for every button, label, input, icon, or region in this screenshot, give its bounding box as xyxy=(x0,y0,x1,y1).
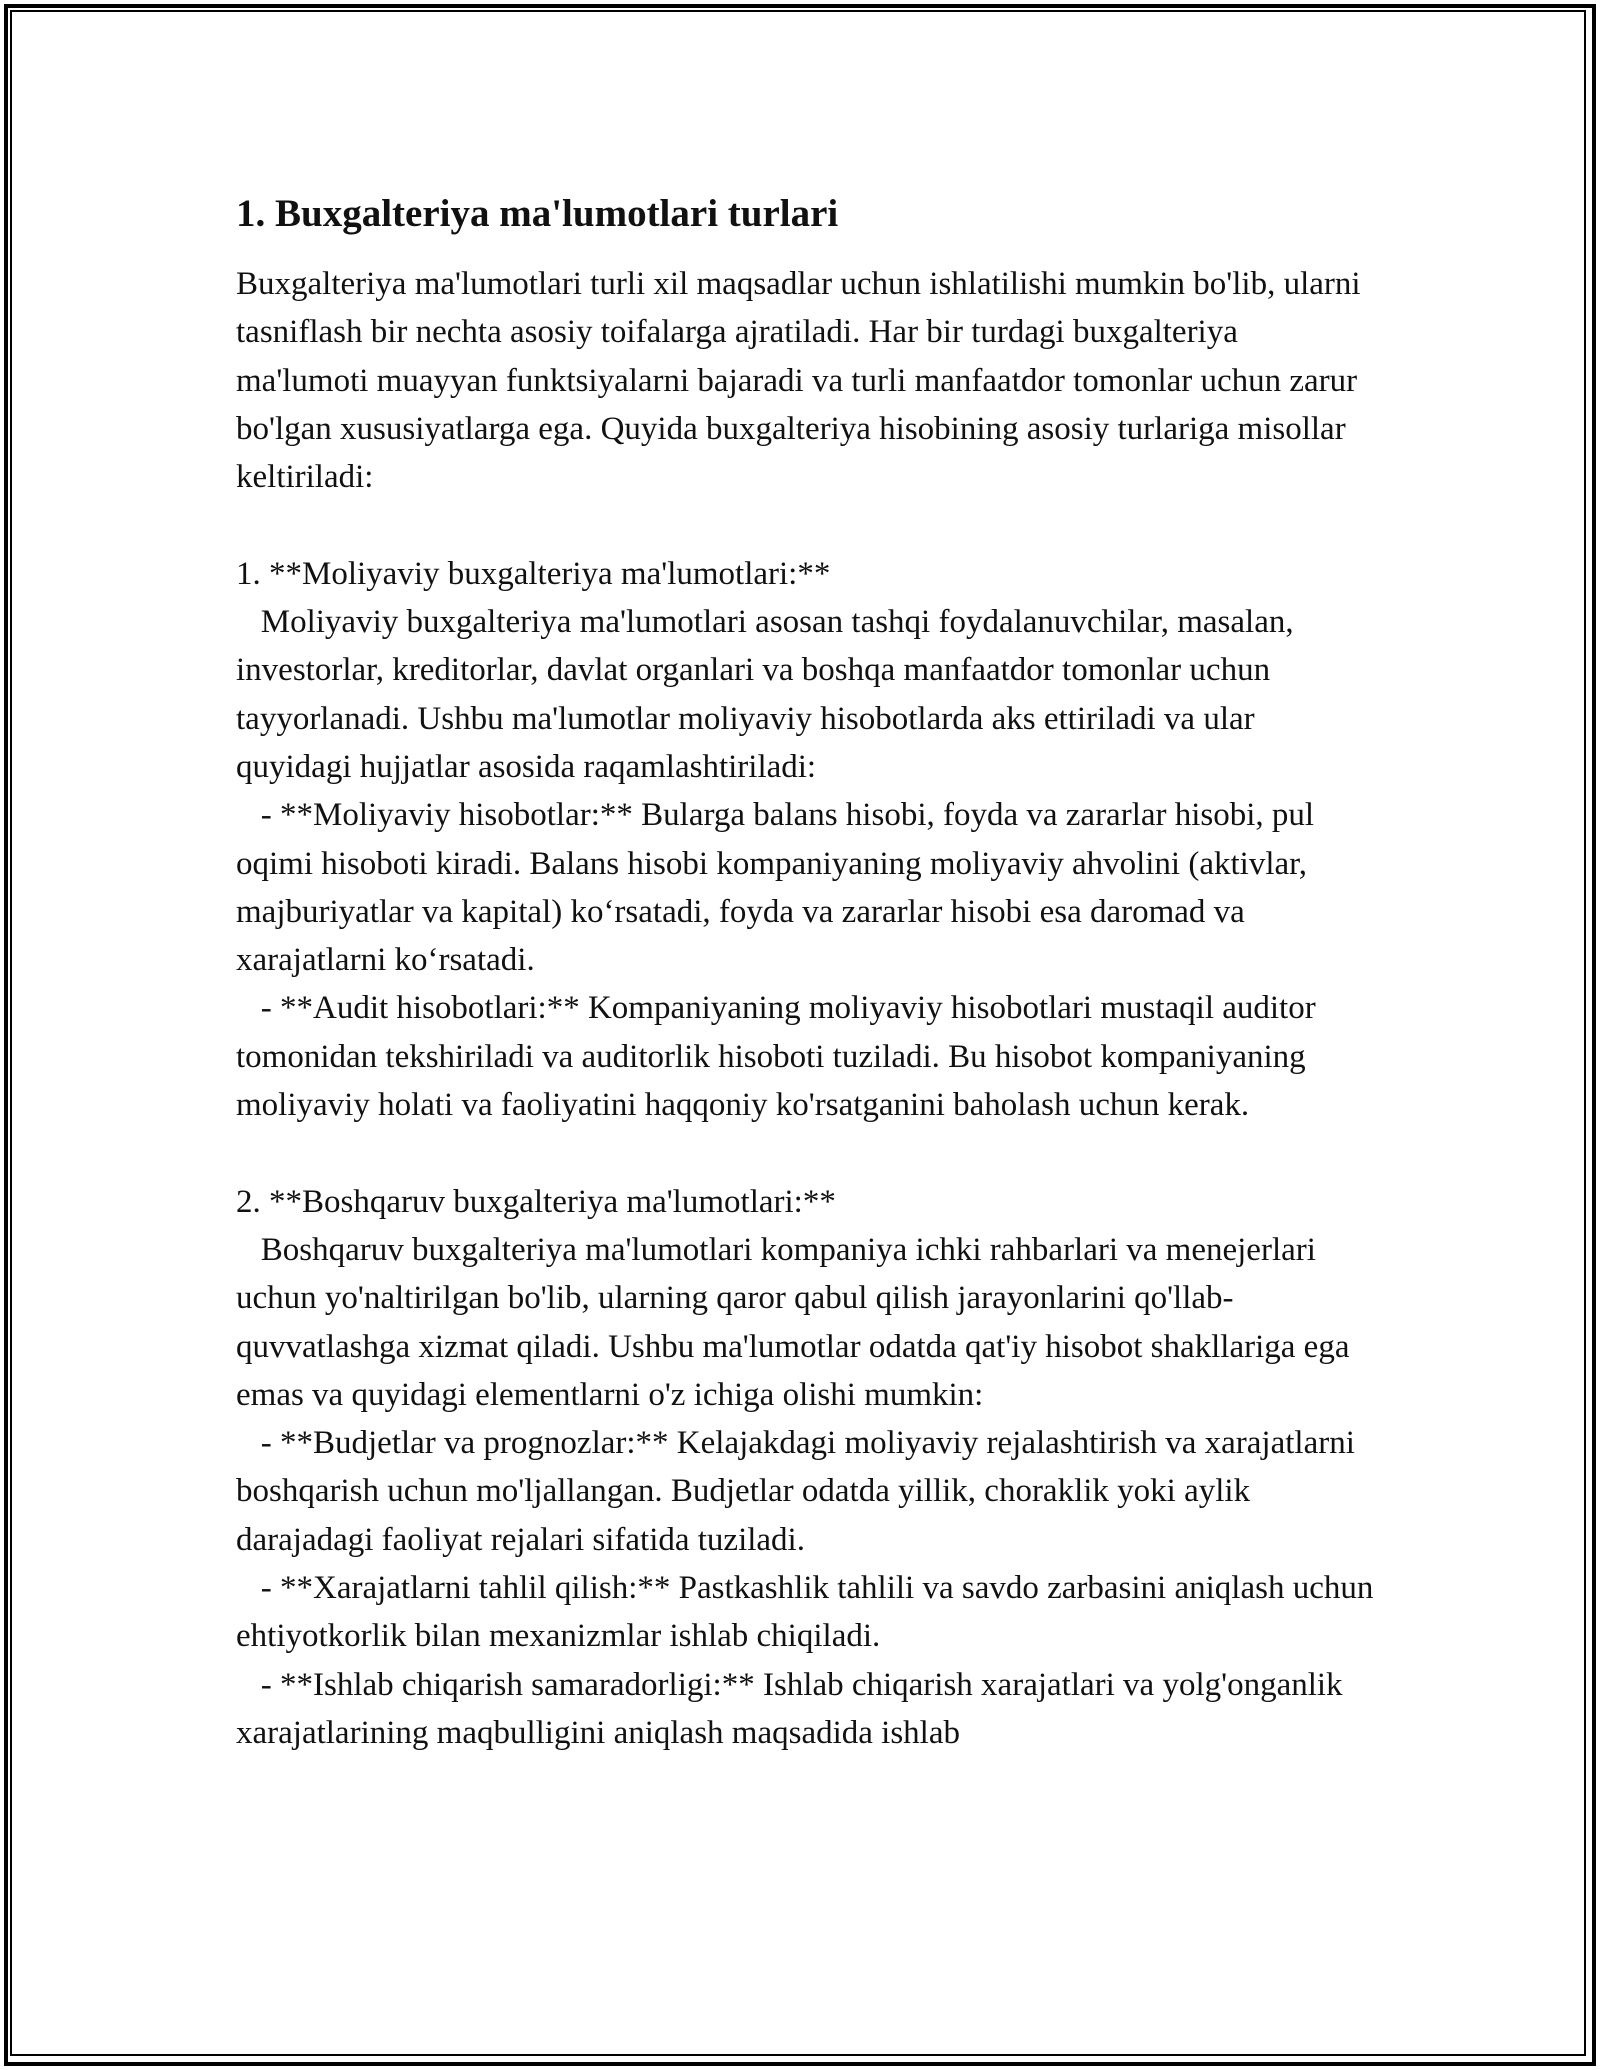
section-heading: 1. Buxgalteriya ma'lumotlari turlari xyxy=(236,192,839,235)
document-content xyxy=(236,190,1376,1757)
document-body-text: Buxgalteriya ma'lumotlari turli xil maqsadlar uchun ishlatilishi mumkin bo'lib, ularni tasniflash bir nechta asosiy toifalarga ajratiladi. Har bir turdagi buxgalteriya ma'lumoti muayyan funktsiyalarni bajaradi va turli manfaatdor tomonlar uchun zarur bo'lgan xususiyatlarga ega. Quyida buxgalteriya hisobining asosiy turlariga misollar keltiriladi: 1. **Moliyaviy buxgalteriya ma'lumotlari:** Moliyaviy buxgalteriya ma'lumotlari asosan tashqi foydalanuvchilar, masalan, investorlar, kreditorlar, davlat organlari va boshqa manfaatdor tomonlar uchun tayyorlanadi. Ushbu ma'lumotlar moliyaviy hisobotlarda aks ettiriladi va ular quyidagi hujjatlar asosida raqamlashtiriladi: - **Moliyaviy hisobotlar:** Bularga balans hisobi, foyda va zararlar hisobi, pul oqimi hisoboti kiradi. Balans hisobi kompaniyaning moliyaviy ahvolini (aktivlar, majburiyatlar va kapital) ko‘rsatadi, foyda va zararlar hisobi esa daromad va xarajatlarni ko‘rsatadi. - **Audit hisobotlari:** Kompaniyaning moliyaviy hisobotlari mustaqil auditor tomonidan tekshiriladi va auditorlik hisoboti tuziladi. Bu hisobot kompaniyaning moliyaviy holati va faoliyatini haqqoniy ko'rsatganini baholash uchun kerak. 2. **Boshqaruv buxgalteriya ma'lumotlari:** Boshqaruv buxgalteriya ma'lumotlari kompaniya ichki rahbarlari va menejerlari uchun yo'naltirilgan bo'lib, ularning qaror qabul qilish jarayonlarini qo'llab-quvvatlashga xizmat qiladi. Ushbu ma'lumotlar odatda qat'iy hisobot shakllariga ega emas va quyidagi elementlarni o'z ichiga olishi mumkin: - **Budjetlar va prognozlar:** Kelajakdagi moliyaviy rejalashtirish va xarajatlarni boshqarish uchun mo'ljallangan. Budjetlar odatda yillik, choraklik yoki aylik darajadagi faoliyat rejalari sifatida tuziladi. - **Xarajatlarni tahlil qilish:** Pastkashlik tahlili va savdo zarbasini aniqlash uchun ehtiyotkorlik bilan mexanizmlar ishlab chiqiladi. - **Ishlab chiqarish samaradorligi:** Ishlab chiqarish xarajatlari va yolg'onganlik xarajatlarining maqbulligini aniqlash maqsadida ishlab xyxy=(236,266,1374,1751)
